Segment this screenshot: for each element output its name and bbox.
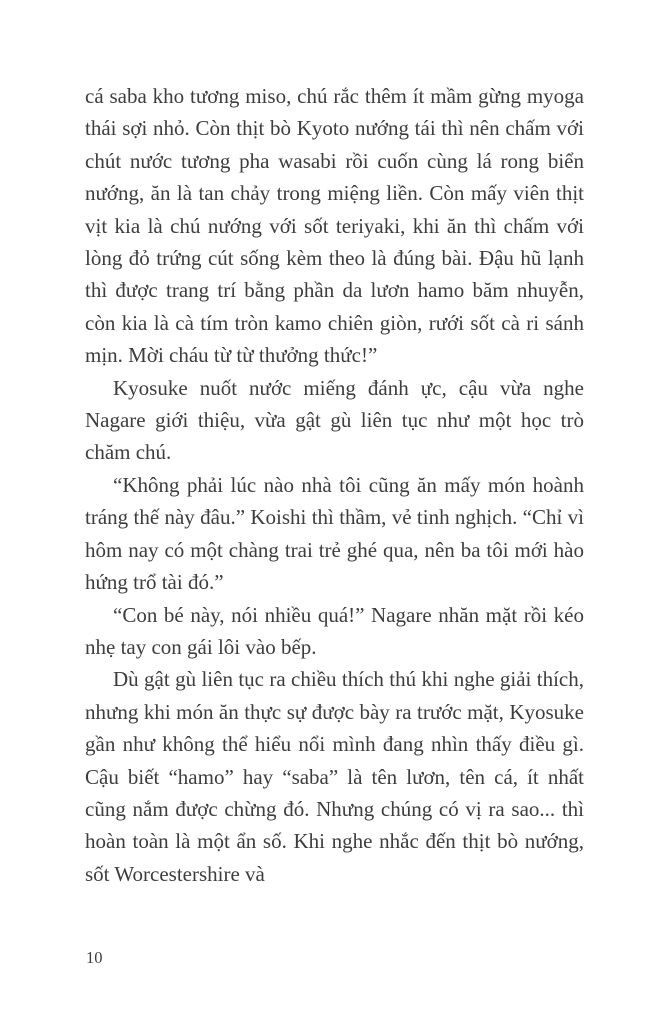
text-block: [85, 80, 584, 890]
paragraph: “Không phải lúc nào nhà tôi cũng ăn mấy món hoành tráng thế này đâu.” Koishi thì thầm, vẻ tinh nghịch. “Chỉ vì hôm nay có một chàng trai trẻ ghé qua, nên ba tôi mới hào hứng trổ tài đó.”: [85, 472, 584, 595]
page-number: 10: [86, 948, 103, 967]
paragraph: cá saba kho tương miso, chú rắc thêm ít mầm gừng myoga thái sợi nhỏ. Còn thịt bò Kyoto nướng tái thì nên chấm với chút nước tương pha wasabi rồi cuốn cùng lá rong biển nướng, ăn là tan chảy trong miệng liền. Còn mấy viên thịt vịt kia là chú nướng với sốt teriyaki, khi ăn thì chấm với lòng đỏ trứng cút sống kèm theo là đúng bài. Đậu hũ lạnh thì được trang trí bằng phần da lươn hamo băm nhuyễn, còn kia là cà tím tròn kamo chiên giòn, rưới sốt cà ri sánh mịn. Mời cháu từ từ thưởng thức!”: [85, 84, 584, 368]
paragraph: “Con bé này, nói nhiều quá!” Nagare nhăn mặt rồi kéo nhẹ tay con gái lôi vào bếp.: [85, 602, 584, 659]
paragraph: Dù gật gù liên tục ra chiều thích thú khi nghe giải thích, nhưng khi món ăn thực sự được bày ra trước mặt, Kyosuke gần như không thể hiểu nổi mình đang nhìn thấy điều gì. Cậu biết “hamo” hay “saba” là tên lươn, tên cá, ít nhất cũng nắm được chừng đó. Nhưng chúng có vị ra sao... thì hoàn toàn là một ẩn số. Khi nghe nhắc đến thịt bò nướng, sốt Worcestershire và: [85, 667, 584, 886]
paragraph: Kyosuke nuốt nước miếng đánh ực, cậu vừa nghe Nagare giới thiệu, vừa gật gù liên tục như một học trò chăm chú.: [85, 375, 584, 465]
